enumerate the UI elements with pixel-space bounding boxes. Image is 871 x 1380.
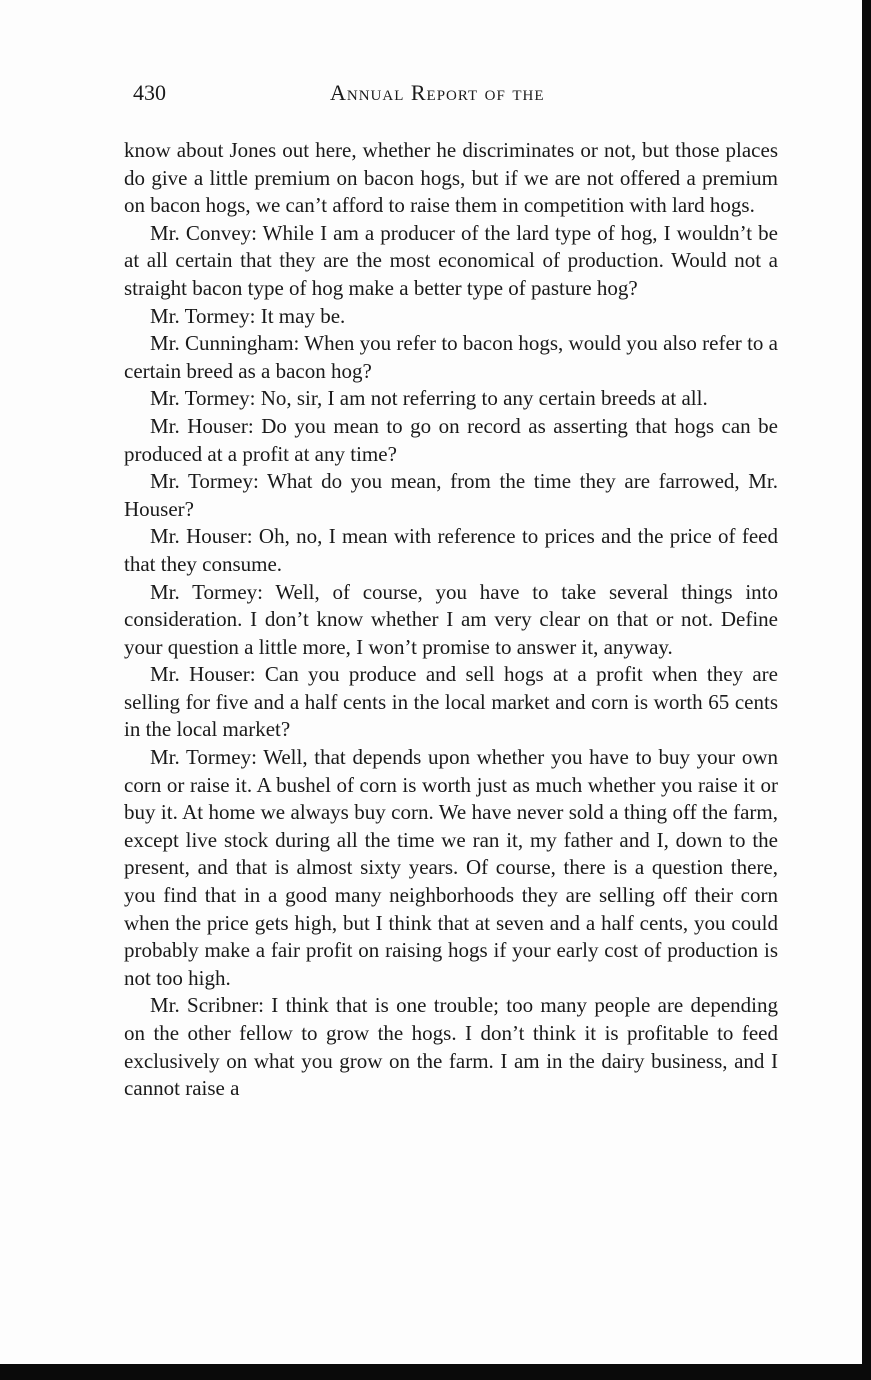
page-number: 430 (133, 80, 166, 105)
paragraph-houser-2: Mr. Houser: Oh, no, I mean with reference to prices and the price of feed that they consume. (124, 524, 778, 576)
paragraph-tormey-4: Mr. Tormey: Well, of course, you have to take several things into consideration. I don’t know whether I am very clear on that or not. Define your question a little more, I won’t promise to answer it, anyway. (124, 579, 778, 659)
scan-edge-bottom (0, 1364, 871, 1380)
paragraph-tormey-3: Mr. Tormey: What do you mean, from the time they are farrowed, Mr. Houser? (124, 469, 778, 521)
paragraph-tormey-2: Mr. Tormey: No, sir, I am not referring to any certain breeds at all. (150, 386, 708, 411)
paragraph-tormey-5: Mr. Tormey: Well, that depends upon whether you have to buy your own corn or raise it. A bushel of corn is worth just as much whether you raise it or buy it. At home we always buy corn. We have never sold a thing off the farm, except live stock during all the time we ran it, my father and I, down to the present, and that is almost sixty years. Of course, there is a question there, you find that in a good many neighborhoods they are selling off their corn when the price gets high, but I think that at seven and a half cents, you could probably make a fair profit on raising hogs if your early cost of production is not too high. (124, 745, 778, 990)
paragraph-continuation: know about Jones out here, whether he discriminates or not, but those places do give a little premium on bacon hogs, but if we are not offered a premium on bacon hogs, we can’t afford to raise them in competition with lard hogs. (124, 138, 778, 218)
paragraph-scribner: Mr. Scribner: I think that is one trouble; too many people are depending on the other fellow to grow the hogs. I don’t think it is profitable to feed exclusively on what you grow on the farm. I am in the dairy business, and I cannot raise a (124, 993, 778, 1101)
paragraph-houser-1: Mr. Houser: Do you mean to go on record as asserting that hogs can be produced at a profit at any time? (124, 413, 778, 466)
scan-edge-right (862, 0, 871, 1380)
paragraph-convey: Mr. Convey: While I am a producer of the lard type of hog, I wouldn’t be at all certain that they are the most economical of production. Would not a straight bacon type of hog make a better type of pasture hog? (124, 220, 778, 300)
body-text (124, 137, 778, 1103)
paragraph-cunningham: Mr. Cunningham: When you refer to bacon hogs, would you also refer to a certain breed as a bacon hog? (124, 331, 778, 383)
running-head: Annual Report of the (330, 80, 545, 105)
paragraph-tormey-1: Mr. Tormey: It may be. (150, 303, 346, 328)
paragraph-houser-3: Mr. Houser: Can you produce and sell hogs at a profit when they are selling for five and a half cents in the local market and corn is worth 65 cents in the local market? (124, 662, 778, 742)
